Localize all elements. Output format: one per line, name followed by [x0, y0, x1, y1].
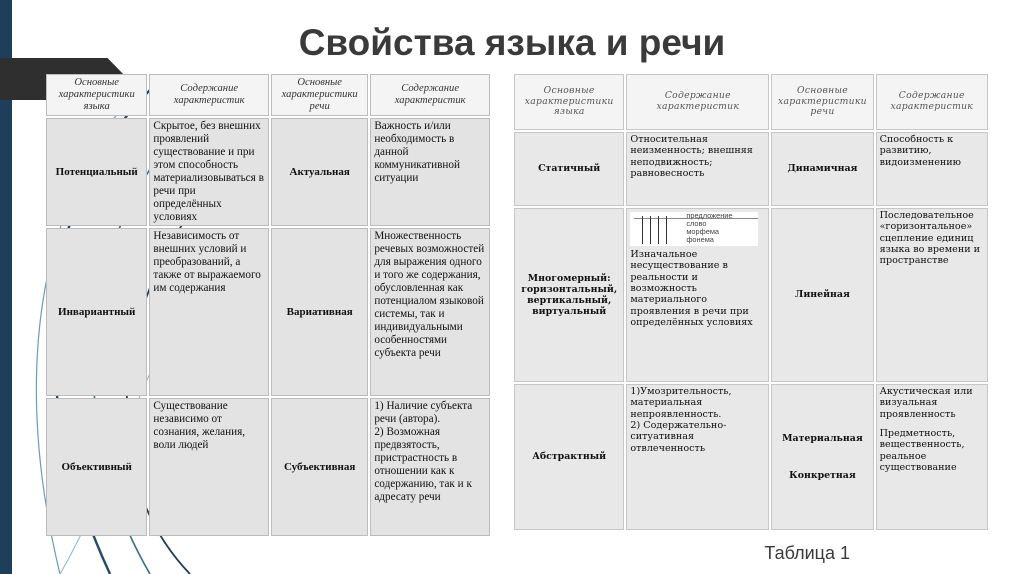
table-left — [44, 72, 492, 538]
header-speech-characteristics: Основные характеристики речи — [771, 74, 873, 130]
cell-concrete-desc: Предметность, вещественность, реальное существование — [879, 427, 965, 473]
cell-objective-desc: Существование независимо от сознания, желания, воли людей — [149, 398, 269, 536]
table-right — [512, 72, 990, 532]
header-content: Содержание характеристик — [876, 74, 988, 130]
table-caption: Таблица 1 — [764, 543, 850, 563]
cell-actual: Актуальная — [271, 118, 368, 226]
diagram-label: предложение — [686, 211, 733, 220]
diagram-label: слово — [686, 219, 707, 228]
cell-invariant-desc: Независимость от внешних условий и преобразований, а также от выражаемого им содержания — [149, 228, 269, 396]
cell-subjective-desc: 1) Наличие субъекта речи (автора). 2) Возможная предвзятость, пристрастность в отношении как к содержанию, так и к адресату речи — [370, 398, 490, 536]
cell-multidimensional: Многомерный: горизонтальный, вертикальный, виртуальный — [514, 208, 624, 382]
cell-invariant: Инвариантный — [46, 228, 147, 396]
diagram-label: морфема — [686, 227, 720, 236]
slide-title: Свойства языка и речи — [298, 22, 726, 63]
header-content: Содержание характеристик — [370, 74, 490, 116]
cell-concrete: Конкретная — [789, 470, 856, 481]
cell-material: Материальная — [782, 432, 863, 444]
cell-variative: Вариативная — [271, 228, 368, 396]
cell-linear: Линейная — [771, 208, 873, 382]
cell-actual-desc: Важность и/или необходимость в данной коммуникативной ситуации — [370, 118, 490, 226]
cell-dynamic-desc: Способность к развитию, видоизменению — [876, 132, 988, 206]
header-content: Содержание характеристик — [149, 74, 269, 116]
cell-static: Статичный — [514, 132, 624, 206]
header-content: Содержание характеристик — [626, 74, 769, 130]
cell-objective: Объективный — [46, 398, 147, 536]
cell-dynamic: Динамичная — [771, 132, 873, 206]
header-language-characteristics: Основные характеристики языка — [46, 74, 147, 116]
cell-subjective: Субъективная — [271, 398, 368, 536]
language-levels-diagram — [630, 212, 758, 246]
cell-abstract: Абстрактный — [514, 384, 624, 530]
arrow-up-icon — [642, 216, 643, 244]
cell-material-desc: Акустическая или визуальная проявленность — [879, 386, 973, 420]
cell-static-desc: Относительная неизменность; внешняя неподвижность; равновесность — [626, 132, 769, 206]
multidimensional-desc-text: Изначальное несуществование в реальности и возможность материального проявления в речи при определённых условиях — [630, 249, 753, 328]
cell-potential: Потенциальный — [46, 118, 147, 226]
cell-multidimensional-desc — [626, 208, 769, 382]
cell-abstract-desc: 1)Умозрительность, материальная непроявленность. 2) Содержательно-ситуативная отвлеченность — [626, 384, 769, 530]
cell-variative-desc: Множественность речевых возможностей для выражения одного и того же содержания, обусловленная как потенциалом языковой системы, так и индивидуальными особенностями субъекта речи — [370, 228, 490, 396]
header-speech-characteristics: Основные характеристики речи — [271, 74, 368, 116]
diagram-label: фонема — [686, 235, 714, 244]
cell-potential-desc: Скрытое, без внешних проявлений существование и при этом способность материализовываться в речи при определённых условиях — [149, 118, 269, 226]
cell-material-concrete — [771, 384, 873, 530]
cell-linear-desc: Последовательное «горизонтальное» сцепление единиц языка во времени и пространстве — [876, 208, 988, 382]
header-language-characteristics: Основные характеристики языка — [514, 74, 624, 130]
cell-material-concrete-desc — [876, 384, 988, 530]
